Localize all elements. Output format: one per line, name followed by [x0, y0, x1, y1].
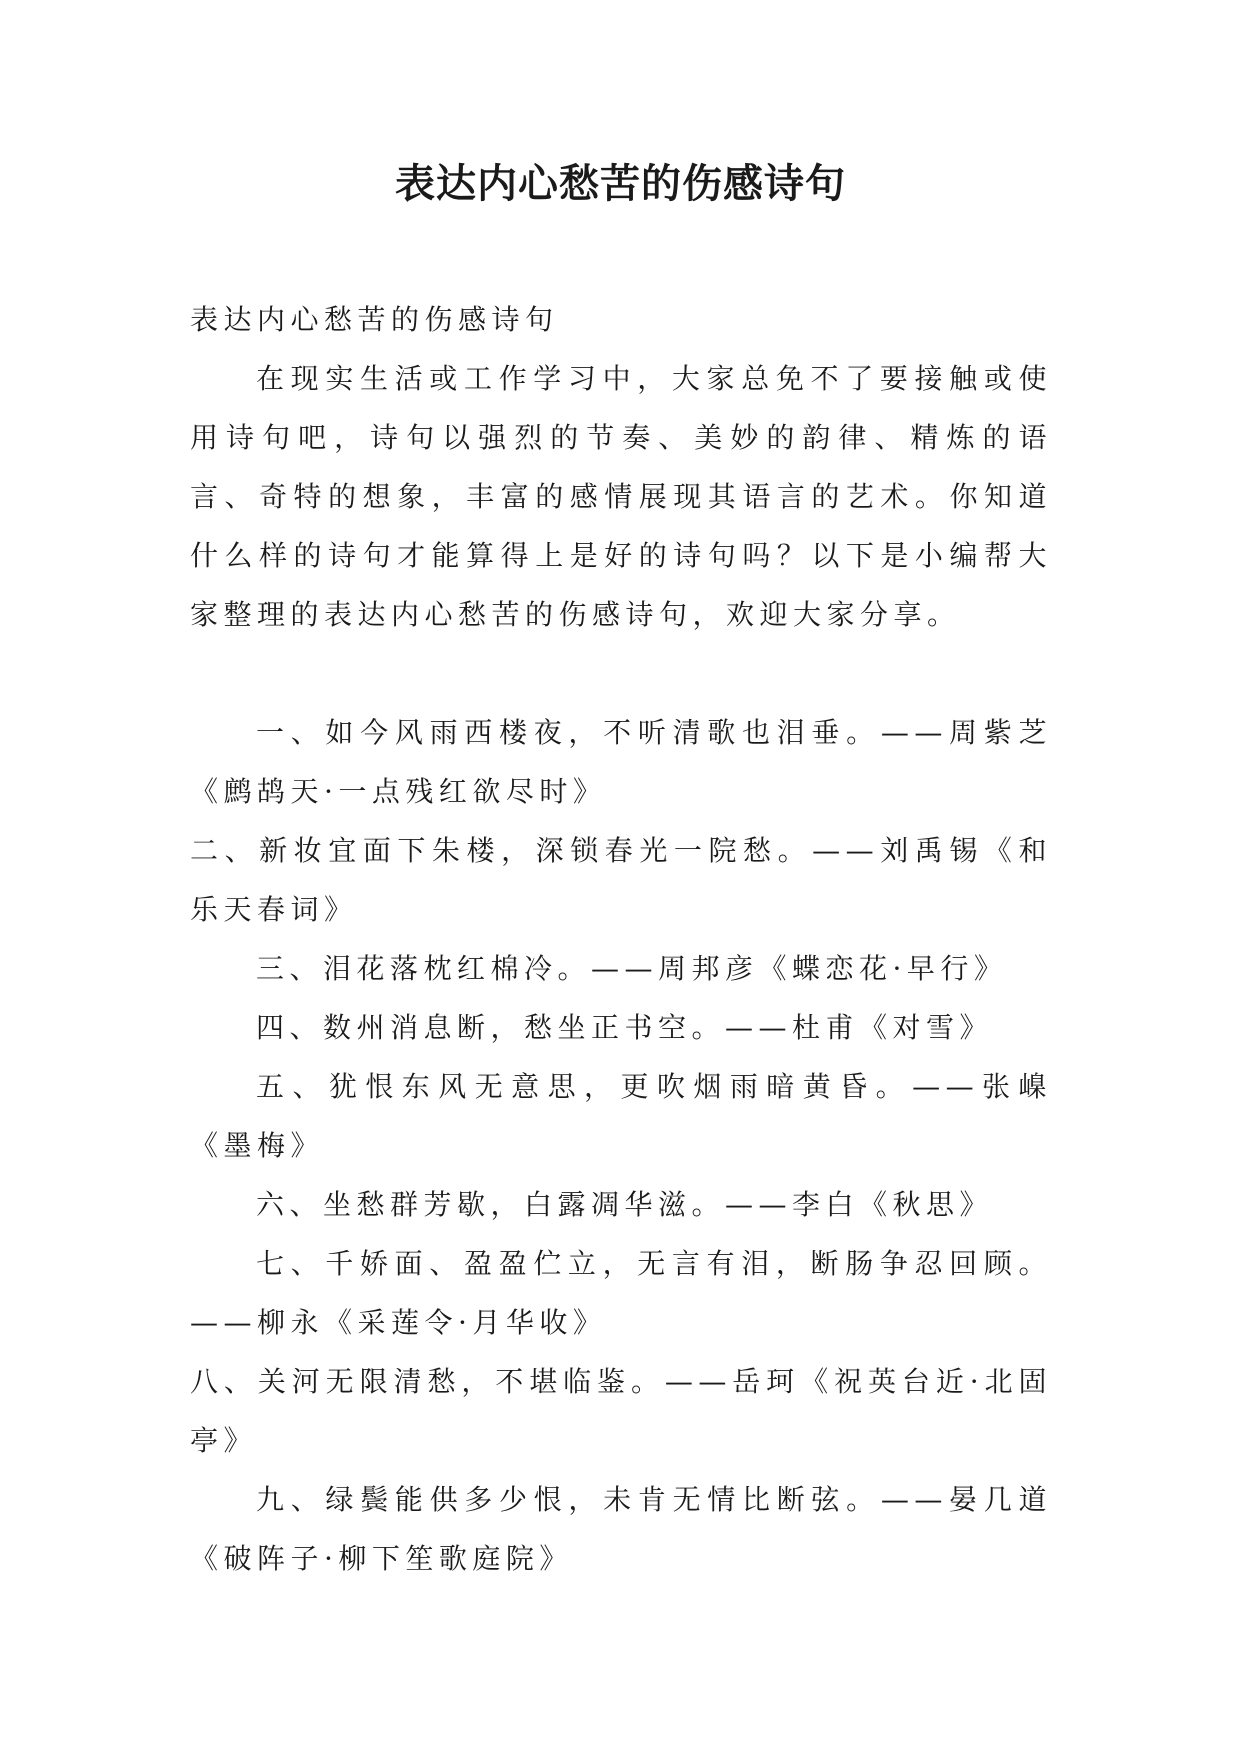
poem-item-5: 五、犹恨东风无意思，更吹烟雨暗黄昏。——张嵲《墨梅》 [190, 1070, 1052, 1162]
document-title: 表达内心愁苦的伤感诗句 [395, 160, 846, 207]
document-body [190, 290, 1052, 1588]
poem-item-4: 四、数州消息断，愁坐正书空。——杜甫《对雪》 [256, 1011, 994, 1044]
poem-item-9: 九、绿鬓能供多少恨，未肯无情比断弦。——晏几道《破阵子·柳下笙歌庭院》 [190, 1483, 1052, 1575]
intro-paragraph: 在现实生活或工作学习中，大家总免不了要接触或使用诗句吧，诗句以强烈的节奏、美妙的韵律、精炼的语言、奇特的想象，丰富的感情展现其语言的艺术。你知道什么样的诗句才能算得上是好的诗句吗？以下是小编帮大家整理的表达内心愁苦的伤感诗句，欢迎大家分享。 [190, 362, 1052, 631]
poem-item-2: 二、新妆宜面下朱楼，深锁春光一院愁。——刘禹锡《和乐天春词》 [190, 834, 1052, 926]
poem-item-6: 六、坐愁群芳歇，白露凋华滋。——李白《秋思》 [256, 1188, 994, 1221]
document-subtitle: 表达内心愁苦的伤感诗句 [190, 303, 559, 336]
poem-item-8: 八、关河无限清愁，不堪临鉴。——岳珂《祝英台近·北固亭》 [190, 1365, 1052, 1457]
poem-item-3: 三、泪花落枕红棉冷。——周邦彦《蝶恋花·早行》 [256, 952, 1008, 985]
poem-item-7: 七、千娇面、盈盈伫立，无言有泪，断肠争忍回顾。——柳永《采莲令·月华收》 [190, 1247, 1052, 1339]
paragraph-gap [190, 644, 1052, 703]
poem-item-1: 一、如今风雨西楼夜，不听清歌也泪垂。——周紫芝《鹧鸪天·一点残红欲尽时》 [190, 716, 1052, 808]
